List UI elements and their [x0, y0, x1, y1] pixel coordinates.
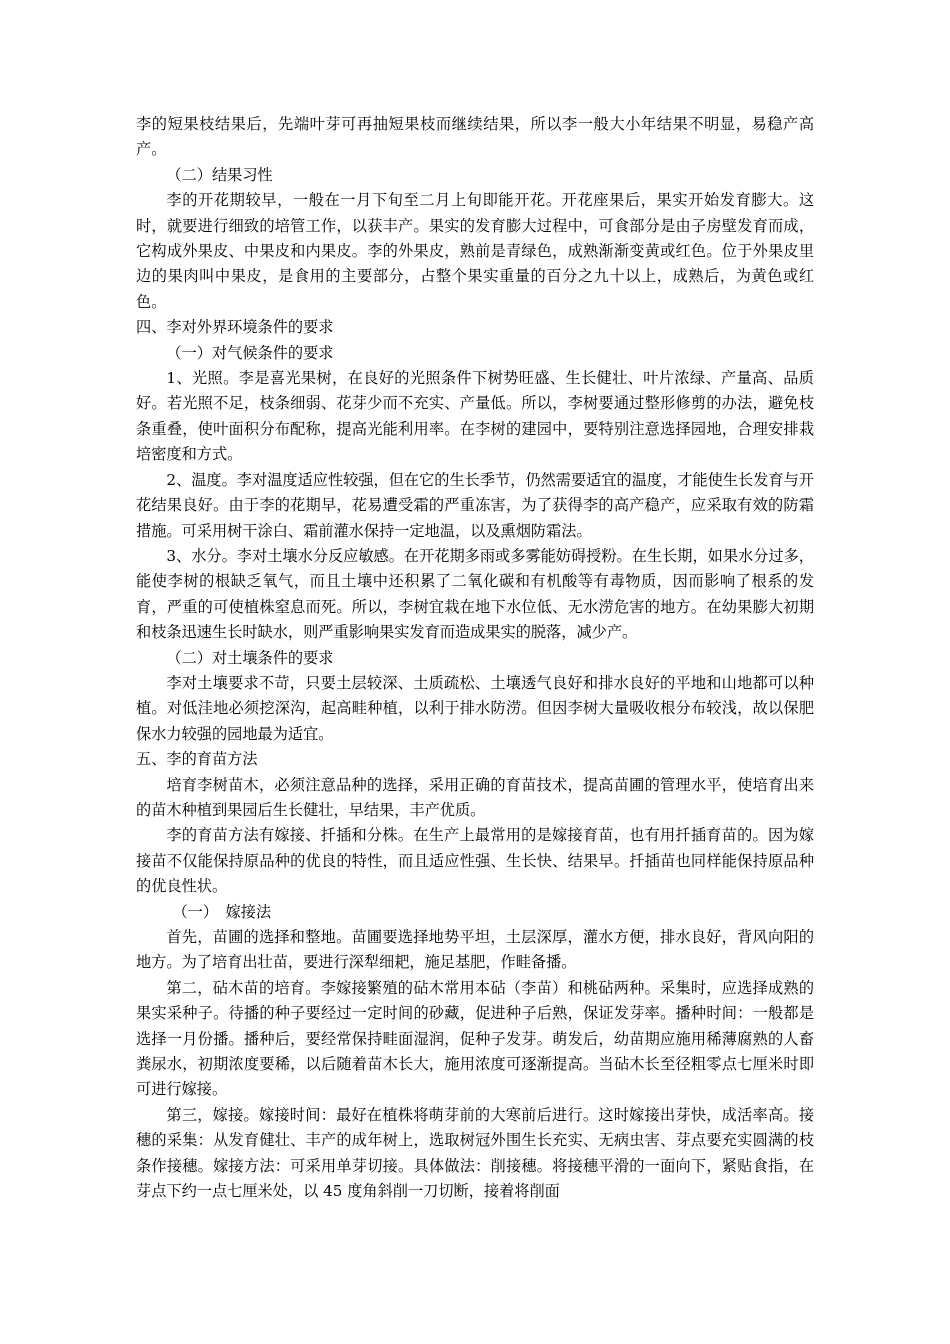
- paragraph: 第三，嫁接。嫁接时间：最好在植株将萌芽前的大寒前后进行。这时嫁接出芽快，成活率高。接穗的采集：从发育健壮、丰产的成年树上，选取树冠外围生长充实、无病虫害、芽点要充实圆满的枝条作接穗。嫁接方法：可采用单芽切接。具体做法：削接穗。将接穗平滑的一面向下，紧贴食指，在芽点下约一点七厘米处，以 45 度角斜削一刀切断，接着将削面: [136, 1105, 814, 1201]
- subsection-heading: （二）对土壤条件的要求: [166, 648, 334, 667]
- paragraph: 李的短果枝结果后，先端叶芽可再抽短果枝而继续结果，所以李一般大小年结果不明显，易稳产高产。: [136, 115, 814, 159]
- section-heading: 五、李的育苗方法: [136, 750, 258, 769]
- paragraph: 李的育苗方法有嫁接、扦插和分株。在生产上最常用的是嫁接育苗，也有用扦插育苗的。因为嫁接苗不仅能保持原品种的优良的特性，而且适应性强、生长快、结果早。扦插苗也同样能保持原品种的优良性状。: [136, 826, 814, 896]
- paragraph: 3、水分。李对土壤水分反应敏感。在开花期多雨或多雾能妨碍授粉。在生长期，如果水分过多，能使李树的根缺乏氧气，而且土壤中还积累了二氧化碳和有机酸等有毒物质，因而影响了根系的发育，严重的可使植株窒息而死。所以，李树宜栽在地下水位低、无水涝危害的地方。在幼果膨大初期和枝条迅速生长时缺水，则严重影响果实发育而造成果实的脱落，减少产。: [136, 546, 814, 642]
- document-page: [136, 112, 814, 1204]
- paragraph: 李对土壤要求不苛，只要土层较深、土质疏松、土壤透气良好和排水良好的平地和山地都可以种植。对低洼地必须挖深沟，起高畦种植，以利于排水防涝。但因李树大量吸收根分布较浅，故以保肥保水力较强的园地最为适宜。: [136, 673, 814, 743]
- subsection-heading: （一） 嫁接法: [172, 902, 272, 921]
- paragraph: 培育李树苗木，必须注意品种的选择，采用正确的育苗技术，提高苗圃的管理水平，使培育出来的苗木种植到果园后生长健壮，早结果，丰产优质。: [136, 775, 814, 819]
- paragraph: 1、光照。李是喜光果树，在良好的光照条件下树势旺盛、生长健壮、叶片浓绿、产量高、品质好。若光照不足，枝条细弱、花芽少而不充实、产量低。所以，李树要通过整形修剪的办法，避免枝条重叠，使叶面积分布配称，提高光能利用率。在李树的建园中，要特别注意选择园地，合理安排栽培密度和方式。: [136, 369, 814, 464]
- subsection-heading: （一）对气候条件的要求: [166, 343, 334, 362]
- paragraph: 李的开花期较早，一般在一月下旬至二月上旬即能开花。开花座果后，果实开始发育膨大。这时，就要进行细致的培管工作，以获丰产。果实的发育膨大过程中，可食部分是由子房壁发育而成，它构成外果皮、中果皮和内果皮。李的外果皮，熟前是青绿色，成熟渐渐变黄或红色。位于外果皮里边的果肉叫中果皮，是食用的主要部分，占整个果实重量的百分之九十以上，成熟后，为黄色或红色。: [136, 191, 814, 311]
- paragraph: 2、温度。李对温度适应性较强，但在它的生长季节，仍然需要适宜的温度，才能使生长发育与开花结果良好。由于李的花期早，花易遭受霜的严重冻害，为了获得李的高产稳产，应采取有效的防霜措施。可采用树干涂白、霜前灌水保持一定地温，以及熏烟防霜法。: [136, 470, 814, 540]
- paragraph: 第二，砧木苗的培育。李嫁接繁殖的砧木常用本砧（李苗）和桃砧两种。采集时，应选择成熟的果实采种子。待播的种子要经过一定时间的砂藏，促进种子后熟，保证发芽率。播种时间：一般都是选择一月份播。播种后，要经常保持畦面湿润，促种子发芽。萌发后，幼苗期应施用稀薄腐熟的人畜粪尿水，初期浓度要稀，以后随着苗木长大，施用浓度可逐渐提高。当砧木长至径粗零点七厘米时即可进行嫁接。: [136, 978, 814, 1099]
- section-heading: 四、李对外界环境条件的要求: [136, 318, 334, 337]
- subsection-heading: （二）结果习性: [166, 165, 273, 184]
- paragraph: 首先，苗圃的选择和整地。苗圃要选择地势平坦，土层深厚，灌水方便，排水良好，背风向阳的地方。为了培育出壮苗，要进行深犁细耙，施足基肥，作畦备播。: [136, 928, 814, 972]
